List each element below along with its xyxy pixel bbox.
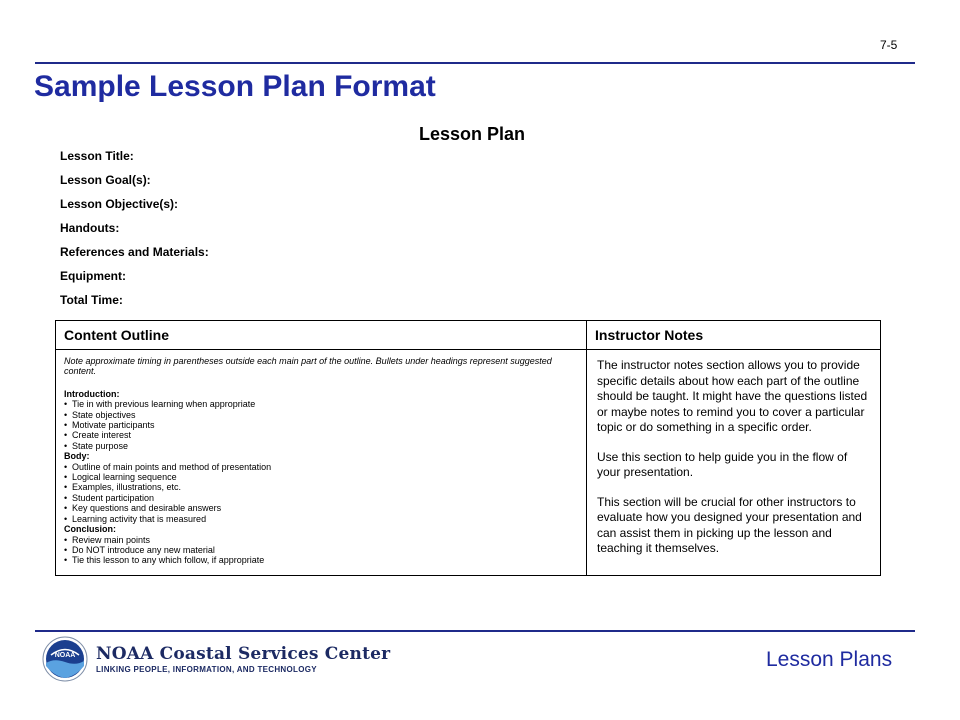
- page-number: 7-5: [880, 38, 898, 52]
- introduction-list: [64, 399, 578, 451]
- field-handouts: Handouts:: [60, 221, 120, 235]
- table-body-row: [56, 350, 881, 576]
- section-heading-conclusion: Conclusion:: [64, 524, 116, 535]
- section-heading-introduction: Introduction:: [64, 388, 120, 399]
- lesson-plan-table: [55, 320, 881, 576]
- instructor-notes-cell: [587, 350, 881, 576]
- noaa-logo: [42, 636, 390, 682]
- field-lesson-title: Lesson Title:: [60, 149, 134, 163]
- emblem-text: NOAA: [54, 652, 76, 659]
- field-references-materials: References and Materials:: [60, 245, 209, 259]
- list-item: • Examples, illustrations, etc.: [64, 482, 578, 492]
- body-list: [64, 462, 578, 524]
- list-item: • State purpose: [64, 441, 578, 451]
- list-item: • Key questions and desirable answers: [64, 503, 578, 513]
- instructor-note-paragraph: Use this section to help guide you in the flow of your presentation.: [597, 449, 848, 479]
- section-heading-body: Body:: [64, 451, 90, 462]
- list-item: • Do NOT introduce any new material: [64, 545, 578, 555]
- logo-tagline: LINKING PEOPLE, INFORMATION, AND TECHNOLOGY: [96, 665, 317, 674]
- field-total-time: Total Time:: [60, 293, 123, 307]
- instructor-note-paragraph: This section will be crucial for other instructors to evaluate how you designed your presentation and can assist them in picking up the lesson and teaching it themselves.: [597, 494, 862, 555]
- list-item: • Review main points: [64, 535, 578, 545]
- slide-title: Sample Lesson Plan Format: [34, 70, 436, 103]
- top-divider: [35, 62, 915, 64]
- list-item: • Logical learning sequence: [64, 472, 578, 482]
- footer-section-title: Lesson Plans: [766, 648, 893, 671]
- list-item: • Student participation: [64, 493, 578, 503]
- list-item: • Tie this lesson to any which follow, if appropriate: [64, 555, 578, 565]
- table-header-row: [56, 321, 881, 350]
- field-lesson-objectives: Lesson Objective(s):: [60, 197, 179, 211]
- list-item: • Learning activity that is measured: [64, 514, 578, 524]
- header-content-outline: Content Outline: [56, 321, 587, 350]
- content-outline-cell: [56, 350, 587, 576]
- list-item: • Outline of main points and method of presentation: [64, 462, 578, 472]
- lesson-fields: [60, 149, 209, 317]
- outline-note: Note approximate timing in parentheses outside each main part of the outline. Bullets under headings represent suggested content.: [64, 356, 552, 377]
- field-equipment: Equipment:: [60, 269, 126, 283]
- list-item: • State objectives: [64, 410, 578, 420]
- bottom-divider: [35, 630, 915, 632]
- logo-name: NOAA Coastal Services Center: [96, 644, 391, 664]
- instructor-note-paragraph: The instructor notes section allows you to provide specific details about how each part of the outline should be taught. It might have the questions listed or maybe notes to remind you to cover a particular topic or do something in a specific order.: [597, 358, 868, 434]
- list-item: • Tie in with previous learning when appropriate: [64, 399, 578, 409]
- logo-text: [96, 644, 390, 674]
- header-instructor-notes: Instructor Notes: [587, 321, 881, 350]
- conclusion-list: [64, 535, 578, 566]
- lesson-plan-heading: Lesson Plan: [418, 124, 526, 144]
- list-item: • Create interest: [64, 430, 578, 440]
- noaa-emblem-icon: [42, 636, 88, 682]
- field-lesson-goals: Lesson Goal(s):: [60, 173, 151, 187]
- list-item: • Motivate participants: [64, 420, 578, 430]
